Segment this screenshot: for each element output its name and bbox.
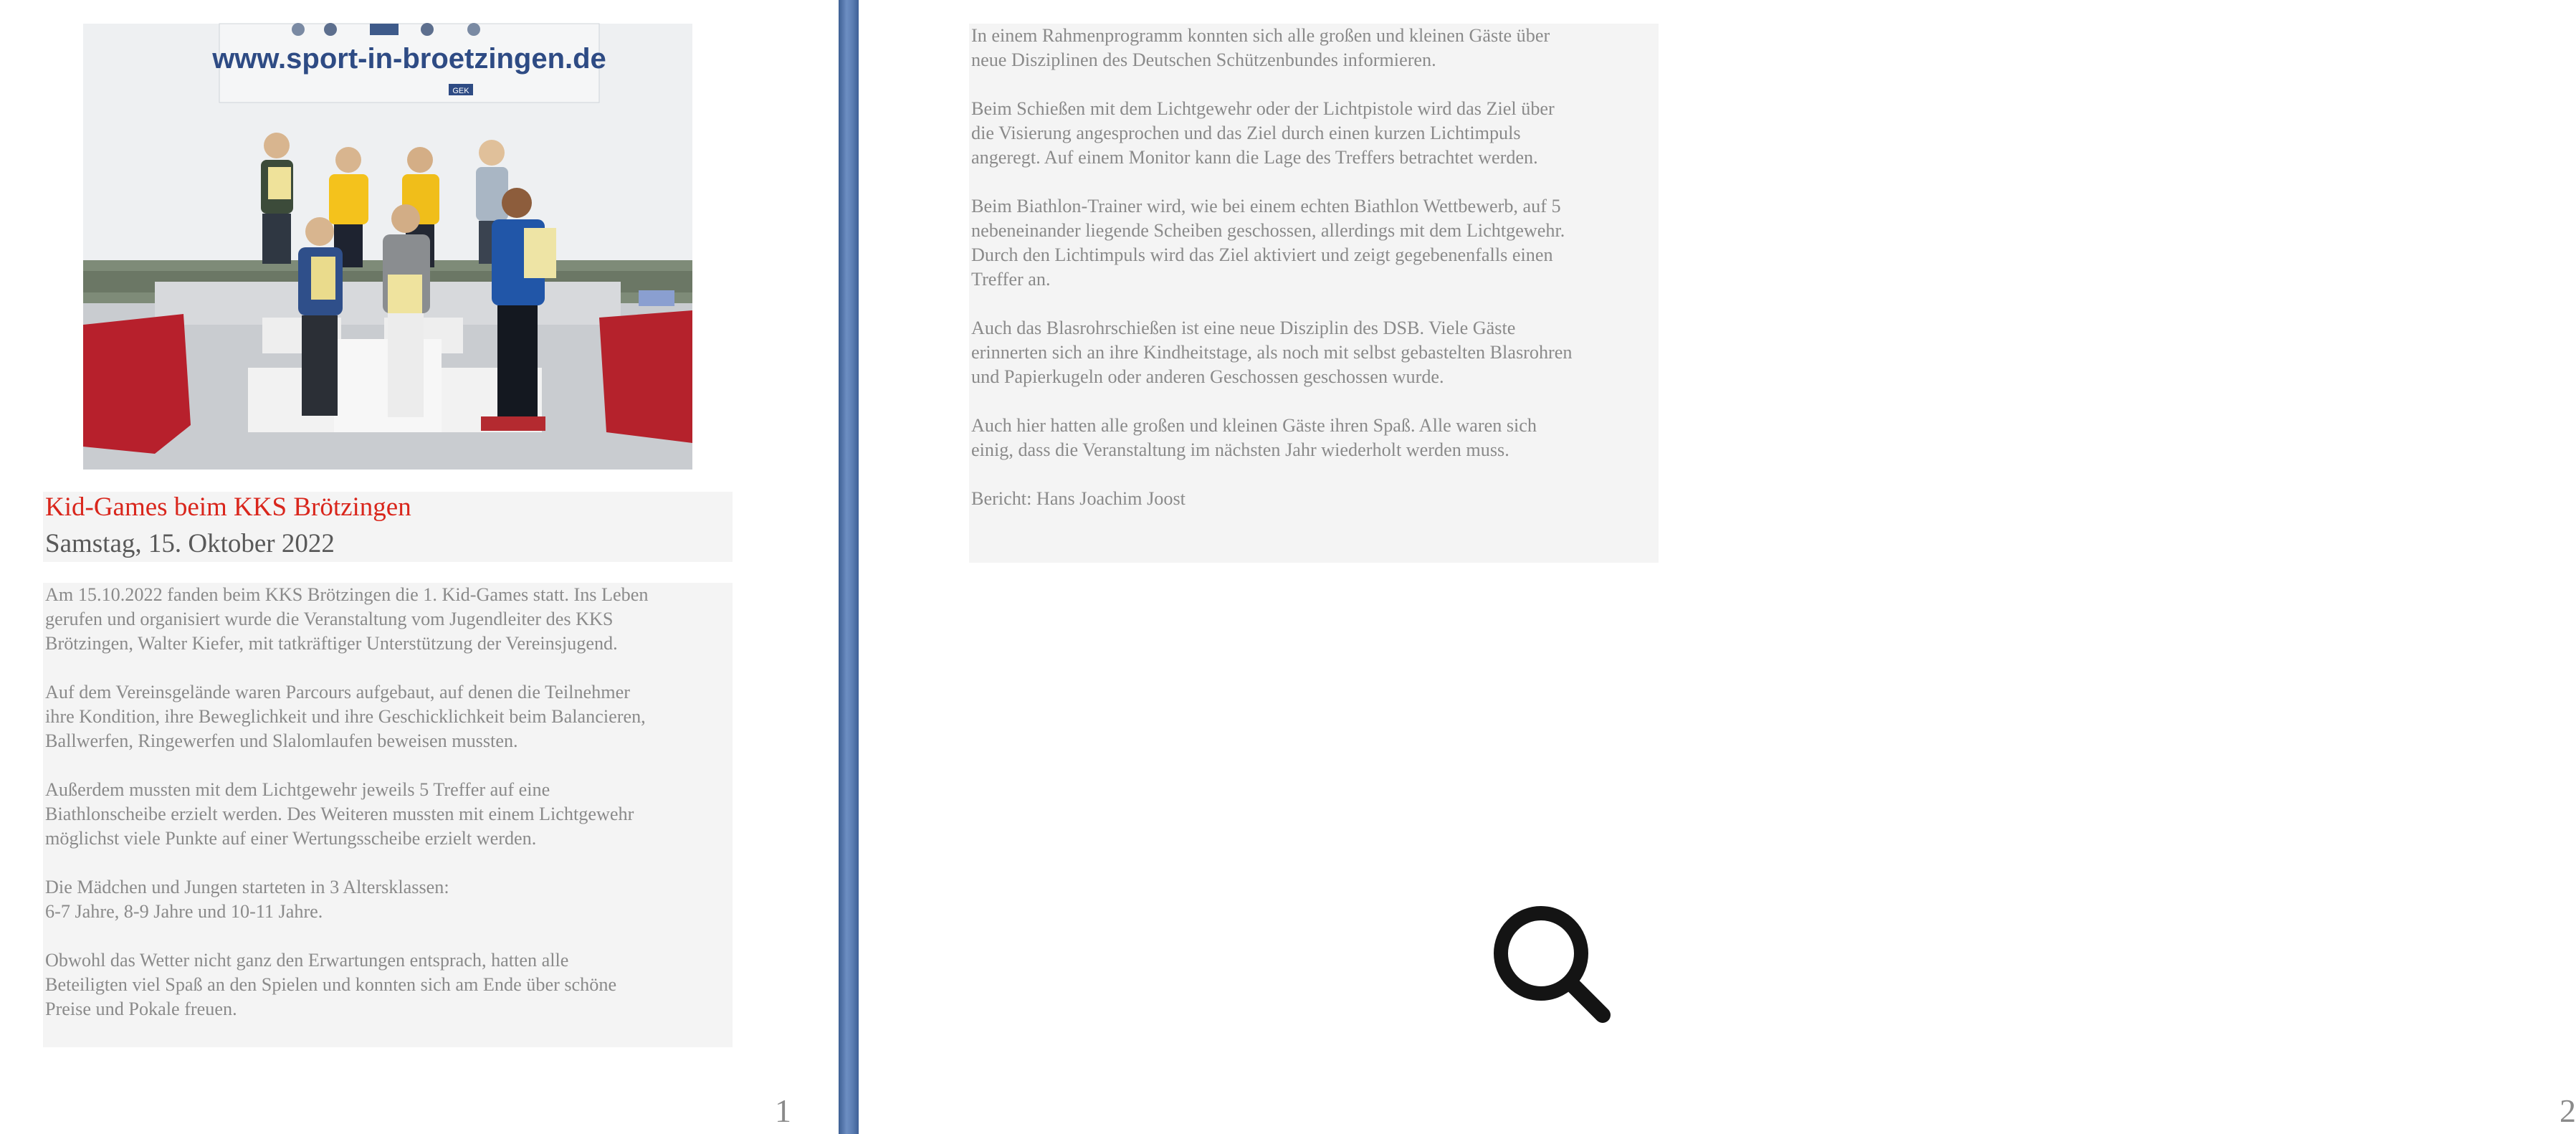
paragraph: [43, 583, 733, 656]
text-line: einig, dass die Veranstaltung im nächsten Jahr wiederholt werden muss.: [971, 439, 1509, 460]
text-line: Preise und Pokale freuen.: [45, 999, 237, 1019]
text-line: Auch das Blasrohrschießen ist eine neue Disziplin des DSB. Viele Gäste: [971, 318, 1516, 338]
text-line: neue Disziplinen des Deutschen Schützenbundes informieren.: [971, 49, 1436, 70]
paragraph: [43, 948, 733, 1021]
text-line: Biathlonscheibe erzielt werden. Des Weiteren mussten mit einem Lichtgewehr: [45, 804, 634, 824]
article-body-page-2: [969, 24, 1659, 563]
text-line: Ballwerfen, Ringewerfen und Slalomlaufen beweisen mussten.: [45, 730, 518, 751]
paragraph: [969, 24, 1659, 72]
paragraph: [969, 414, 1659, 462]
text-line: Durch den Lichtimpuls wird das Ziel aktiviert und zeigt gegebenenfalls einen: [971, 244, 1553, 265]
banner-text: www.sport-in-broetzingen.de: [212, 43, 606, 75]
paragraph: [969, 487, 1659, 511]
paragraph: [969, 194, 1659, 292]
text-line: und Papierkugeln oder anderen Geschossen geschossen wurde.: [971, 366, 1444, 387]
text-line: Beim Biathlon-Trainer wird, wie bei einem echten Biathlon Wettbewerb, auf 5: [971, 196, 1561, 216]
paragraph: [43, 875, 733, 924]
article-header: [43, 492, 733, 562]
paragraph: [43, 778, 733, 851]
text-line: 6-7 Jahre, 8-9 Jahre und 10-11 Jahre.: [45, 901, 323, 922]
text-line: Treffer an.: [971, 269, 1051, 290]
text-line: möglichst viele Punkte auf einer Wertungsscheibe erzielt werden.: [45, 828, 537, 849]
text-line: nebeneinander liegende Scheiben geschossen, allerdings mit dem Lichtgewehr.: [971, 220, 1565, 241]
banner-small-text: GEK: [452, 87, 469, 95]
article-title: Kid-Games beim KKS Brötzingen: [45, 492, 411, 522]
page-number-1: 1: [775, 1092, 791, 1129]
text-line: die Visierung angesprochen und das Ziel durch einen kurzen Lichtimpuls: [971, 123, 1521, 143]
text-line: Die Mädchen und Jungen starteten in 3 Altersklassen:: [45, 877, 449, 897]
text-line: Am 15.10.2022 fanden beim KKS Brötzingen die 1. Kid-Games statt. Ins Leben: [45, 584, 649, 605]
text-line: Beim Schießen mit dem Lichtgewehr oder der Lichtpistole wird das Ziel über: [971, 98, 1555, 119]
paragraph: [969, 97, 1659, 170]
award-photo: [83, 24, 692, 470]
text-line: Auch hier hatten alle großen und kleinen Gäste ihren Spaß. Alle waren sich: [971, 415, 1537, 436]
page-divider: [839, 0, 859, 1134]
text-line: Brötzingen, Walter Kiefer, mit tatkräftiger Unterstützung der Vereinsjugend.: [45, 633, 618, 654]
text-line: gerufen und organisiert wurde die Veranstaltung vom Jugendleiter des KKS: [45, 609, 614, 629]
document-page-1: [0, 0, 839, 1134]
article-date: Samstag, 15. Oktober 2022: [45, 529, 335, 558]
text-line: Beteiligten viel Spaß an den Spielen und konnten sich am Ende über schöne: [45, 974, 617, 995]
page-number-2: 2: [2560, 1092, 2576, 1129]
text-line: erinnerten sich an ihre Kindheitstage, als noch mit selbst gebastelten Blasrohren: [971, 342, 1573, 363]
text-line: Außerdem mussten mit dem Lichtgewehr jeweils 5 Treffer auf eine: [45, 779, 550, 800]
search-icon[interactable]: [1489, 902, 1617, 1029]
article-body-page-1: [43, 583, 733, 1047]
text-line: angeregt. Auf einem Monitor kann die Lage des Treffers betrachtet werden.: [971, 147, 1538, 168]
text-line: Auf dem Vereinsgelände waren Parcours aufgebaut, auf denen die Teilnehmer: [45, 682, 630, 702]
text-line: ihre Kondition, ihre Beweglichkeit und ihre Geschicklichkeit beim Balancieren,: [45, 706, 646, 727]
text-line: Obwohl das Wetter nicht ganz den Erwartungen entsprach, hatten alle: [45, 950, 569, 971]
text-line: In einem Rahmenprogramm konnten sich alle großen und kleinen Gäste über: [971, 25, 1550, 46]
paragraph: [969, 316, 1659, 389]
text-line: Bericht: Hans Joachim Joost: [971, 488, 1186, 509]
paragraph: [43, 680, 733, 753]
